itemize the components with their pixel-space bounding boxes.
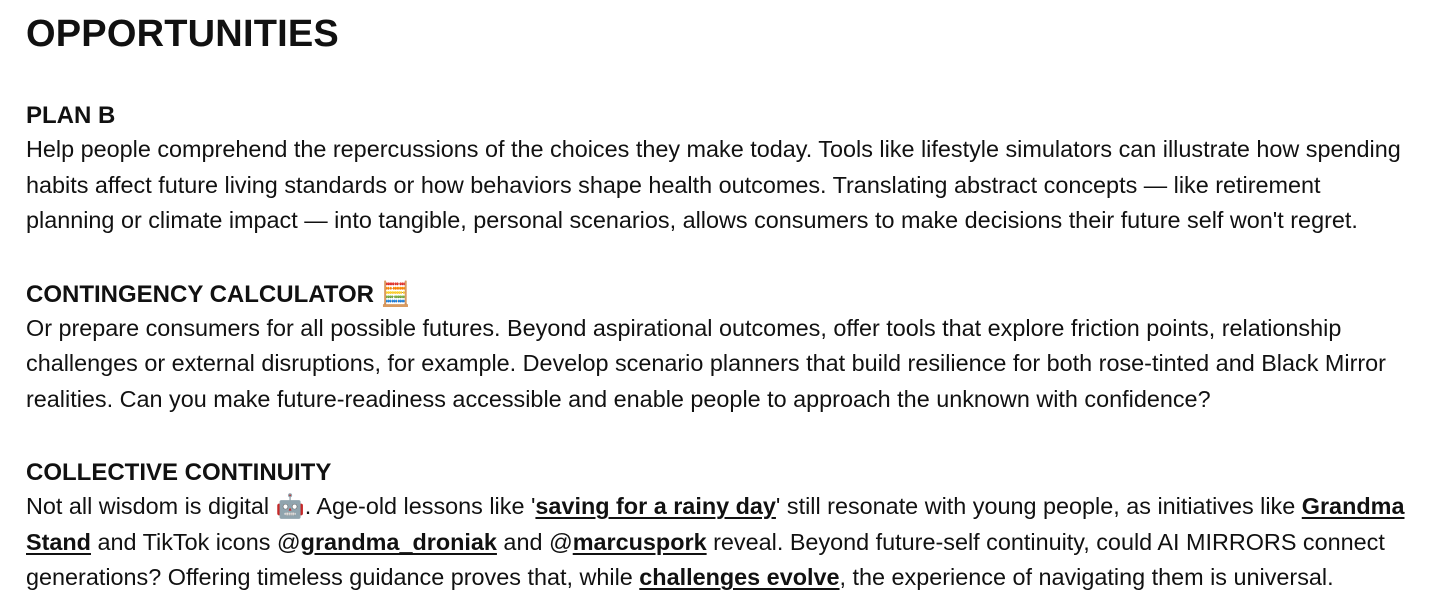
body-text: and TikTok icons @ [90, 528, 301, 555]
grandma-stand-link[interactable]: Grandma Stand [26, 493, 1405, 555]
body-text: ' still resonate with young people, as initiatives like [775, 493, 1302, 519]
section-heading [26, 279, 1414, 311]
challenges-evolve-link[interactable]: challenges evolve [639, 564, 840, 590]
grandma-droniak-link[interactable]: grandma_droniak [300, 528, 497, 555]
body-text: and @ [496, 528, 573, 555]
robot-icon: 🤖 [275, 493, 305, 519]
body-text: reveal. Beyond future-self continuity, could AI MIRRORS connect generations? Offering timeless guidance proves that, while [26, 528, 1385, 590]
section-heading-text: CONTINGENCY CALCULATOR [26, 280, 374, 308]
section-body: Help people comprehend the repercussions of the choices they make today. Tools like lifestyle simulators can illustrate how spending habits affect future living standards or how behaviors shape health outcomes. Translating abstract concepts — like retirement planning or climate impact — into tangible, personal scenarios, allows consumers to make decisions their future self won't regret. [26, 136, 1401, 233]
section-collective-continuity [26, 457, 1414, 596]
section-contingency-calculator [26, 279, 1414, 418]
saving-for-a-rainy-day-link[interactable]: saving for a rainy day [535, 493, 776, 519]
section-body: Or prepare consumers for all possible futures. Beyond aspirational outcomes, offer tools that explore friction points, relationship challenges or external disruptions, for example. Develop scenario planners that build resilience for both rose-tinted and Black Mirror realities. Can you make future-readiness accessible and enable people to approach the unknown with confidence? [26, 314, 1386, 412]
body-text: . Age-old lessons like ' [304, 493, 536, 519]
section-heading: COLLECTIVE CONTINUITY [26, 459, 332, 486]
body-text: Not all wisdom is digital [26, 493, 276, 519]
body-text: , the experience of navigating them is universal. [839, 564, 1334, 590]
section-plan-b [26, 100, 1414, 239]
abacus-icon: 🧮 [380, 280, 411, 308]
marcuspork-link[interactable]: marcuspork [572, 528, 707, 555]
section-body [26, 489, 1414, 596]
page-title: OPPORTUNITIES [26, 13, 339, 55]
section-heading: PLAN B [26, 102, 116, 129]
